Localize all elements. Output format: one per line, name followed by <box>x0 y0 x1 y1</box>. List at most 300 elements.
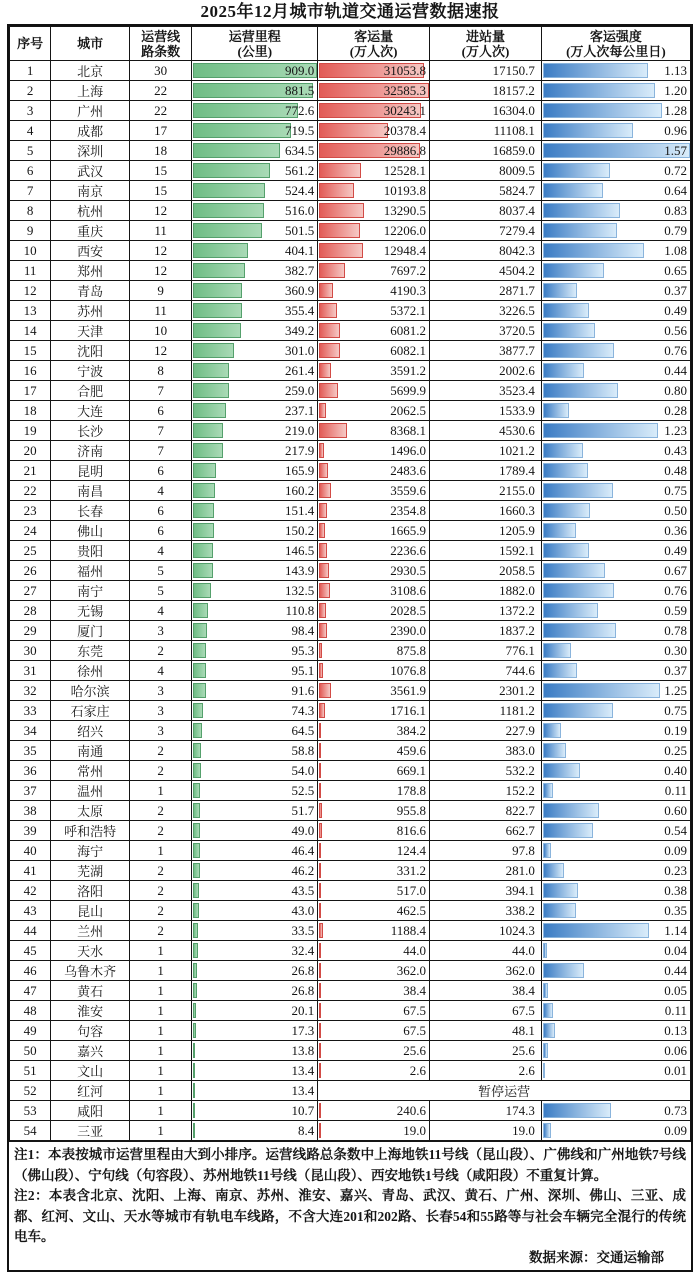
mileage-cell <box>192 861 318 881</box>
city-cell <box>51 541 130 561</box>
intensity-value: 1.28 <box>664 103 687 118</box>
row-index-cell <box>10 901 51 921</box>
city-name: 石家庄 <box>70 704 110 719</box>
mileage-bar <box>193 823 200 838</box>
col-header-lines <box>129 27 191 61</box>
entries-cell <box>430 1121 542 1141</box>
row-index: 23 <box>23 502 37 518</box>
entries-cell <box>430 941 542 961</box>
intensity-cell <box>541 181 690 201</box>
mileage-cell <box>192 1021 318 1041</box>
entries-value: 16304.0 <box>492 102 535 118</box>
city-name: 南通 <box>77 744 104 759</box>
city-name: 徐州 <box>77 664 104 679</box>
entries-cell <box>430 461 542 481</box>
lines-count: 15 <box>154 182 168 198</box>
volume-value: 19.0 <box>403 1123 427 1138</box>
intensity-cell <box>541 621 690 641</box>
city-name: 昆山 <box>77 904 104 919</box>
mileage-bar <box>193 383 228 398</box>
col-header-city-label: 城市 <box>77 36 104 51</box>
row-index-cell <box>10 681 51 701</box>
lines-count-cell <box>129 181 191 201</box>
mileage-value: 259.0 <box>284 383 315 398</box>
city-name: 温州 <box>77 784 104 799</box>
intensity-value: 0.49 <box>664 303 687 318</box>
table-row <box>10 201 691 221</box>
volume-value: 1496.0 <box>390 443 427 458</box>
volume-cell <box>318 421 430 441</box>
entries-value: 394.1 <box>505 882 535 898</box>
entries-cell <box>430 481 542 501</box>
city-cell <box>51 741 130 761</box>
mileage-bar <box>193 403 225 418</box>
intensity-bar <box>543 943 547 958</box>
entries-value: 3226.5 <box>499 302 535 318</box>
lines-count: 1 <box>157 1102 164 1118</box>
intensity-value: 0.50 <box>664 503 687 518</box>
lines-count-cell <box>129 421 191 441</box>
row-index-cell <box>10 921 51 941</box>
intensity-value: 0.09 <box>664 843 687 858</box>
city-name: 南宁 <box>77 584 104 599</box>
intensity-cell <box>541 281 690 301</box>
page-title: 2025年12月城市轨道交通运营数据速报 <box>200 2 500 21</box>
lines-count-cell <box>129 701 191 721</box>
intensity-value: 0.30 <box>664 643 687 658</box>
entries-cell <box>430 261 542 281</box>
mileage-cell <box>192 701 318 721</box>
entries-value: 8037.4 <box>499 202 535 218</box>
entries-value: 1592.1 <box>499 542 535 558</box>
volume-cell <box>318 541 430 561</box>
intensity-value: 0.54 <box>664 823 687 838</box>
col-header-entries-line2: (万人次) <box>461 43 510 59</box>
entries-value: 8009.5 <box>499 162 535 178</box>
row-index-cell <box>10 581 51 601</box>
volume-value: 67.5 <box>403 1023 427 1038</box>
entries-value: 16859.0 <box>492 142 535 158</box>
intensity-cell <box>541 1001 690 1021</box>
row-index: 20 <box>23 442 37 458</box>
city-name: 太原 <box>77 804 104 819</box>
entries-cell <box>430 841 542 861</box>
row-index-cell <box>10 401 51 421</box>
col-header-intensity <box>541 27 690 61</box>
entries-value: 7279.4 <box>499 222 535 238</box>
row-index: 42 <box>23 882 37 898</box>
intensity-bar <box>543 623 616 638</box>
row-index-cell <box>10 881 51 901</box>
lines-count: 1 <box>157 1042 164 1058</box>
volume-cell <box>318 921 430 941</box>
volume-value: 2930.5 <box>390 563 427 578</box>
intensity-value: 1.23 <box>664 423 687 438</box>
city-cell <box>51 341 130 361</box>
lines-count-cell <box>129 1101 191 1121</box>
intensity-bar <box>543 983 548 998</box>
city-cell <box>51 981 130 1001</box>
entries-value: 4530.6 <box>499 422 535 438</box>
volume-bar <box>319 663 323 678</box>
row-index-cell <box>10 161 51 181</box>
entries-value: 227.9 <box>505 722 535 738</box>
entries-cell <box>430 661 542 681</box>
city-name: 武汉 <box>77 164 104 179</box>
intensity-value: 0.09 <box>664 1123 687 1138</box>
row-index-cell <box>10 61 51 81</box>
mileage-value: 634.5 <box>284 143 315 158</box>
lines-count: 8 <box>157 362 164 378</box>
intensity-bar <box>543 763 580 778</box>
volume-bar <box>319 303 337 318</box>
intensity-bar <box>543 403 569 418</box>
intensity-cell <box>541 461 690 481</box>
row-index: 17 <box>23 382 37 398</box>
row-index: 6 <box>26 162 34 178</box>
volume-value: 2236.6 <box>390 543 427 558</box>
table-row <box>10 1121 691 1141</box>
table-row <box>10 341 691 361</box>
row-index: 14 <box>23 322 37 338</box>
intensity-bar <box>543 1023 555 1038</box>
lines-count: 11 <box>154 222 167 238</box>
mileage-cell <box>192 501 318 521</box>
mileage-bar <box>193 743 201 758</box>
intensity-cell <box>541 361 690 381</box>
col-header-mileage-line1: 运营里程 <box>228 28 281 44</box>
mileage-bar <box>193 123 291 138</box>
mileage-bar <box>193 283 242 298</box>
lines-count: 1 <box>157 942 164 958</box>
intensity-value: 0.44 <box>664 363 687 378</box>
intensity-value: 0.75 <box>664 703 687 718</box>
volume-value: 459.6 <box>396 743 427 758</box>
volume-cell <box>318 661 430 681</box>
mileage-cell <box>192 1081 318 1101</box>
row-index: 15 <box>23 342 37 358</box>
city-name: 哈尔滨 <box>70 684 110 699</box>
intensity-cell <box>541 221 690 241</box>
city-cell <box>51 141 130 161</box>
volume-cell <box>318 241 430 261</box>
lines-count: 2 <box>157 882 164 898</box>
city-name: 绍兴 <box>77 724 104 739</box>
entries-cell <box>430 781 542 801</box>
row-index-cell <box>10 561 51 581</box>
mileage-bar <box>193 843 199 858</box>
mileage-cell <box>192 921 318 941</box>
city-name: 郑州 <box>77 264 104 279</box>
volume-bar <box>319 943 321 958</box>
entries-value: 362.0 <box>505 962 535 978</box>
mileage-cell <box>192 461 318 481</box>
row-index: 1 <box>26 62 34 78</box>
city-cell <box>51 1121 130 1141</box>
intensity-value: 0.83 <box>664 203 687 218</box>
intensity-value: 0.67 <box>664 563 687 578</box>
row-index: 27 <box>23 582 37 598</box>
volume-value: 362.0 <box>396 963 427 978</box>
volume-cell <box>318 161 430 181</box>
row-index-cell <box>10 981 51 1001</box>
city-name: 红河 <box>77 1084 104 1099</box>
intensity-bar <box>543 963 584 978</box>
entries-cell <box>430 341 542 361</box>
intensity-bar <box>543 643 571 658</box>
volume-value: 20378.4 <box>383 123 427 138</box>
intensity-value: 0.78 <box>664 623 687 638</box>
lines-count: 1 <box>157 962 164 978</box>
row-index: 12 <box>23 282 37 298</box>
row-index: 47 <box>23 982 37 998</box>
lines-count: 12 <box>154 342 168 358</box>
lines-count-cell <box>129 481 191 501</box>
lines-count: 3 <box>157 702 164 718</box>
intensity-bar <box>543 383 618 398</box>
city-cell <box>51 901 130 921</box>
city-cell <box>51 721 130 741</box>
intensity-cell <box>541 801 690 821</box>
lines-count: 9 <box>157 282 164 298</box>
volume-cell <box>318 101 430 121</box>
row-index-cell <box>10 1021 51 1041</box>
intensity-cell <box>541 561 690 581</box>
lines-count-cell <box>129 521 191 541</box>
mileage-bar <box>193 543 213 558</box>
city-name: 芜湖 <box>77 864 104 879</box>
mileage-value: 13.8 <box>291 1043 315 1058</box>
volume-value: 669.1 <box>396 763 427 778</box>
intensity-bar <box>543 123 633 138</box>
intensity-cell <box>541 241 690 261</box>
intensity-cell <box>541 781 690 801</box>
intensity-cell <box>541 901 690 921</box>
mileage-cell <box>192 401 318 421</box>
city-name: 东莞 <box>77 644 104 659</box>
lines-count: 4 <box>157 482 164 498</box>
lines-count: 6 <box>157 462 164 478</box>
table-row <box>10 701 691 721</box>
mileage-cell <box>192 641 318 661</box>
table-row <box>10 841 691 861</box>
lines-count-cell <box>129 341 191 361</box>
lines-count: 1 <box>157 1022 164 1038</box>
volume-cell <box>318 701 430 721</box>
table-row <box>10 1101 691 1121</box>
row-index-cell <box>10 181 51 201</box>
mileage-value: 17.3 <box>291 1023 315 1038</box>
entries-value: 38.4 <box>512 982 535 998</box>
lines-count-cell <box>129 81 191 101</box>
mileage-value: 217.9 <box>284 443 315 458</box>
mileage-bar <box>193 923 198 938</box>
volume-value: 462.5 <box>396 903 427 918</box>
entries-value: 17150.7 <box>492 62 535 78</box>
lines-count: 6 <box>157 502 164 518</box>
intensity-cell <box>541 741 690 761</box>
mileage-value: 52.5 <box>291 783 315 798</box>
lines-count-cell <box>129 261 191 281</box>
volume-value: 2.6 <box>409 1063 427 1078</box>
intensity-bar <box>543 363 584 378</box>
table-row <box>10 261 691 281</box>
row-index-cell <box>10 641 51 661</box>
intensity-cell <box>541 641 690 661</box>
volume-bar <box>319 243 363 258</box>
row-index-cell <box>10 81 51 101</box>
mileage-value: 74.3 <box>291 703 315 718</box>
entries-cell <box>430 761 542 781</box>
table-frame <box>7 24 693 1272</box>
entries-cell <box>430 601 542 621</box>
entries-cell <box>430 121 542 141</box>
intensity-cell <box>541 421 690 441</box>
intensity-bar <box>543 1103 611 1118</box>
entries-value: 281.0 <box>505 862 535 878</box>
lines-count-cell <box>129 981 191 1001</box>
city-cell <box>51 941 130 961</box>
lines-count: 2 <box>157 822 164 838</box>
volume-cell <box>318 301 430 321</box>
entries-value: 1789.4 <box>499 462 535 478</box>
entries-value: 1181.2 <box>499 702 535 718</box>
entries-value: 1533.9 <box>499 402 535 418</box>
table-row <box>10 421 691 441</box>
row-index: 4 <box>26 122 34 138</box>
intensity-cell <box>541 521 690 541</box>
mileage-bar <box>193 1123 195 1138</box>
col-header-mileage-line2: (公里) <box>237 43 273 59</box>
mileage-cell <box>192 261 318 281</box>
intensity-bar <box>543 563 606 578</box>
mileage-cell <box>192 521 318 541</box>
lines-count: 2 <box>157 902 164 918</box>
volume-bar <box>319 843 321 858</box>
entries-cell <box>430 721 542 741</box>
entries-value: 97.8 <box>512 842 535 858</box>
lines-count: 7 <box>157 442 164 458</box>
city-cell <box>51 961 130 981</box>
lines-count: 2 <box>157 642 164 658</box>
intensity-cell <box>541 101 690 121</box>
intensity-bar <box>543 223 617 238</box>
intensity-cell <box>541 201 690 221</box>
volume-value: 2062.5 <box>390 403 427 418</box>
row-index: 51 <box>23 1062 37 1078</box>
intensity-value: 0.23 <box>664 863 687 878</box>
mileage-bar <box>193 303 241 318</box>
volume-value: 2390.0 <box>390 623 427 638</box>
city-name: 呼和浩特 <box>64 824 117 839</box>
row-index-cell <box>10 941 51 961</box>
row-index: 35 <box>23 742 37 758</box>
table-row <box>10 941 691 961</box>
city-name: 天津 <box>77 324 104 339</box>
intensity-cell <box>541 61 690 81</box>
mileage-bar <box>193 323 241 338</box>
row-index-cell <box>10 821 51 841</box>
row-index-cell <box>10 601 51 621</box>
intensity-cell <box>541 941 690 961</box>
table-row <box>10 601 691 621</box>
intensity-value: 0.44 <box>664 963 687 978</box>
intensity-value: 0.79 <box>664 223 687 238</box>
row-index-cell <box>10 281 51 301</box>
mileage-value: 51.7 <box>291 803 315 818</box>
table-row <box>10 961 691 981</box>
mileage-value: 13.4 <box>291 1063 315 1078</box>
intensity-bar <box>543 743 566 758</box>
city-cell <box>51 401 130 421</box>
intensity-value: 0.05 <box>664 983 687 998</box>
lines-count-cell <box>129 961 191 981</box>
mileage-value: 43.0 <box>291 903 315 918</box>
volume-cell <box>318 561 430 581</box>
mileage-cell <box>192 581 318 601</box>
mileage-value: 909.0 <box>284 63 315 78</box>
volume-cell <box>318 841 430 861</box>
entries-cell <box>430 141 542 161</box>
mileage-cell <box>192 721 318 741</box>
intensity-value: 0.37 <box>664 283 687 298</box>
entries-value: 11108.1 <box>493 122 535 138</box>
lines-count: 22 <box>154 102 168 118</box>
city-cell <box>51 201 130 221</box>
row-index-cell <box>10 481 51 501</box>
city-cell <box>51 301 130 321</box>
mileage-bar <box>193 223 261 238</box>
volume-cell <box>318 621 430 641</box>
intensity-bar <box>543 583 614 598</box>
volume-bar <box>319 923 323 938</box>
city-cell <box>51 1041 130 1061</box>
city-cell <box>51 221 130 241</box>
volume-bar <box>319 163 361 178</box>
volume-cell <box>318 401 430 421</box>
city-name: 文山 <box>77 1064 104 1079</box>
mileage-value: 219.0 <box>284 423 315 438</box>
intensity-bar <box>543 663 578 678</box>
mileage-value: 719.5 <box>284 123 315 138</box>
table-header <box>10 27 691 61</box>
table-row <box>10 901 691 921</box>
mileage-cell <box>192 81 318 101</box>
city-name: 沈阳 <box>77 344 104 359</box>
volume-value: 240.6 <box>396 1103 427 1118</box>
city-cell <box>51 461 130 481</box>
volume-cell <box>318 121 430 141</box>
volume-cell <box>318 221 430 241</box>
mileage-cell <box>192 421 318 441</box>
entries-value: 3877.7 <box>499 342 535 358</box>
volume-value: 31053.8 <box>383 63 427 78</box>
city-cell <box>51 181 130 201</box>
entries-value: 8042.3 <box>499 242 535 258</box>
volume-cell <box>318 1121 430 1141</box>
lines-count-cell <box>129 161 191 181</box>
table-row <box>10 481 691 501</box>
intensity-bar <box>543 323 595 338</box>
city-name: 贵阳 <box>77 544 104 559</box>
row-index: 32 <box>23 682 37 698</box>
metro-data-table <box>9 26 691 1141</box>
city-name: 昆明 <box>77 464 104 479</box>
mileage-bar <box>193 203 263 218</box>
intensity-bar <box>543 503 590 518</box>
intensity-bar <box>543 723 561 738</box>
volume-bar <box>319 403 326 418</box>
